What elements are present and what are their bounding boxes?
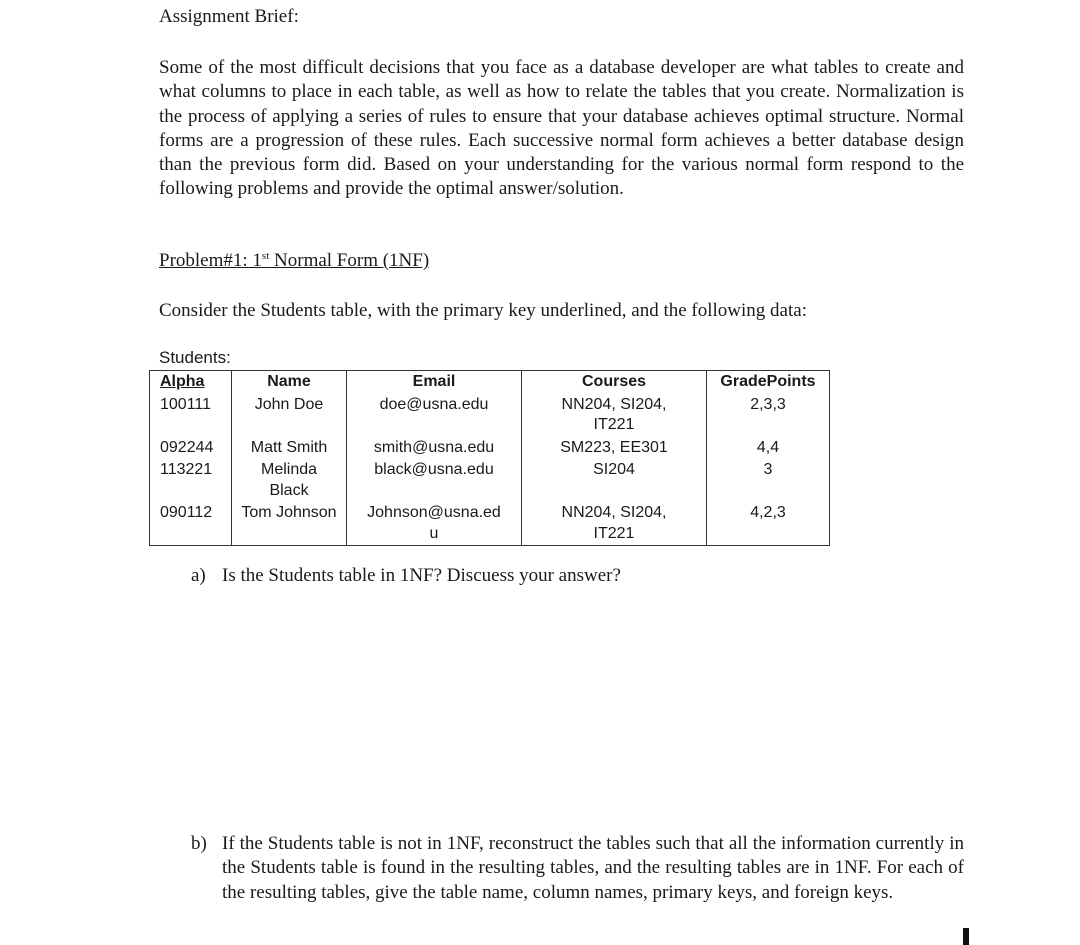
cell-email xyxy=(347,459,522,502)
cell-email-line: smith@usna.edu xyxy=(373,438,495,456)
table-row xyxy=(150,437,830,460)
cell-name xyxy=(232,394,347,437)
table-body xyxy=(150,394,830,546)
cell-alpha: 100111 xyxy=(150,394,232,437)
assignment-heading: Assignment Brief: xyxy=(159,6,299,27)
cell-email xyxy=(347,394,522,437)
header-gradepoints: GradePoints xyxy=(707,371,830,394)
problem-title-suffix: Normal Form (1NF) xyxy=(269,250,430,271)
question-a xyxy=(191,565,621,587)
header-name: Name xyxy=(232,371,347,394)
cell-name-line: Matt Smith xyxy=(250,438,328,456)
problem-title-prefix: Problem#1: 1 xyxy=(159,250,262,271)
text-cursor xyxy=(963,928,969,945)
cell-courses xyxy=(522,394,707,437)
cell-name-line: Tom Johnson xyxy=(241,504,337,521)
cell-email-line: Johnson@usna.ed xyxy=(367,504,501,521)
cell-email-line: black@usna.edu xyxy=(374,461,494,478)
header-email: Email xyxy=(347,371,522,394)
question-b-text: If the Students table is not in 1NF, reconstruct the tables such that all the information currently in the Students table is found in the resulting tables, and the resulting tables are in 1NF. For each of the resulting tables, give the table name, column names, primary keys, and foreign keys. xyxy=(222,833,964,903)
cell-name-line: Black xyxy=(269,481,309,499)
cell-alpha: 090112 xyxy=(150,502,232,546)
header-courses: Courses xyxy=(522,371,707,394)
problem-title xyxy=(159,250,429,272)
cell-email-line: u xyxy=(429,524,439,542)
brief-paragraph: Some of the most difficult decisions that you face as a database developer are what tables to create and what columns to place in each table, as well as how to relate the tables that you create. Normalization is the process of applying a series of rules to ensure that your database achieves optimal structure. Normal forms are a progression of these rules. Each successive normal form achieves a better database design than the previous form did. Based on your understanding for the various normal form respond to the following problems and provide the optimal answer/solution. xyxy=(159,57,964,200)
cell-gradepoints: 2,3,3 xyxy=(707,394,830,437)
cell-name xyxy=(232,459,347,502)
table-header-row xyxy=(150,371,830,394)
cell-name-line: Melinda xyxy=(260,461,318,478)
cell-alpha: 092244 xyxy=(150,437,232,460)
cell-gradepoints: 4,4 xyxy=(707,437,830,460)
question-b-marker: b) xyxy=(191,833,207,854)
problem-title-superscript: st xyxy=(261,250,270,262)
cell-name xyxy=(232,502,347,546)
question-a-marker: a) xyxy=(191,565,206,586)
cell-courses-line: SM223, EE301 xyxy=(560,438,668,456)
table-row xyxy=(150,394,830,437)
question-a-text: Is the Students table in 1NF? Discuess your answer? xyxy=(222,565,621,586)
table-row xyxy=(150,502,830,546)
header-alpha-label: Alpha xyxy=(160,373,205,390)
students-table-label: Students: xyxy=(159,348,231,367)
cell-courses-line: IT221 xyxy=(593,524,635,542)
cell-courses-line: IT221 xyxy=(593,416,635,433)
cell-courses xyxy=(522,502,707,546)
consider-sentence: Consider the Students table, with the primary key underlined, and the following data: xyxy=(159,300,807,321)
cell-gradepoints: 4,2,3 xyxy=(707,502,830,546)
cell-courses-line: SI204 xyxy=(593,461,635,478)
cell-gradepoints: 3 xyxy=(707,459,830,502)
header-alpha xyxy=(150,371,232,394)
cell-alpha: 113221 xyxy=(150,459,232,502)
cell-email xyxy=(347,502,522,546)
cell-courses xyxy=(522,459,707,502)
cell-name-line: John Doe xyxy=(254,395,324,413)
students-table xyxy=(149,370,830,546)
table-row xyxy=(150,459,830,502)
question-b xyxy=(191,832,964,905)
cell-name xyxy=(232,437,347,460)
cell-email-line: doe@usna.edu xyxy=(379,395,489,413)
cell-courses xyxy=(522,437,707,460)
cell-courses-line: NN204, SI204, xyxy=(561,504,667,521)
cell-email xyxy=(347,437,522,460)
cell-courses-line: NN204, SI204, xyxy=(561,395,667,413)
